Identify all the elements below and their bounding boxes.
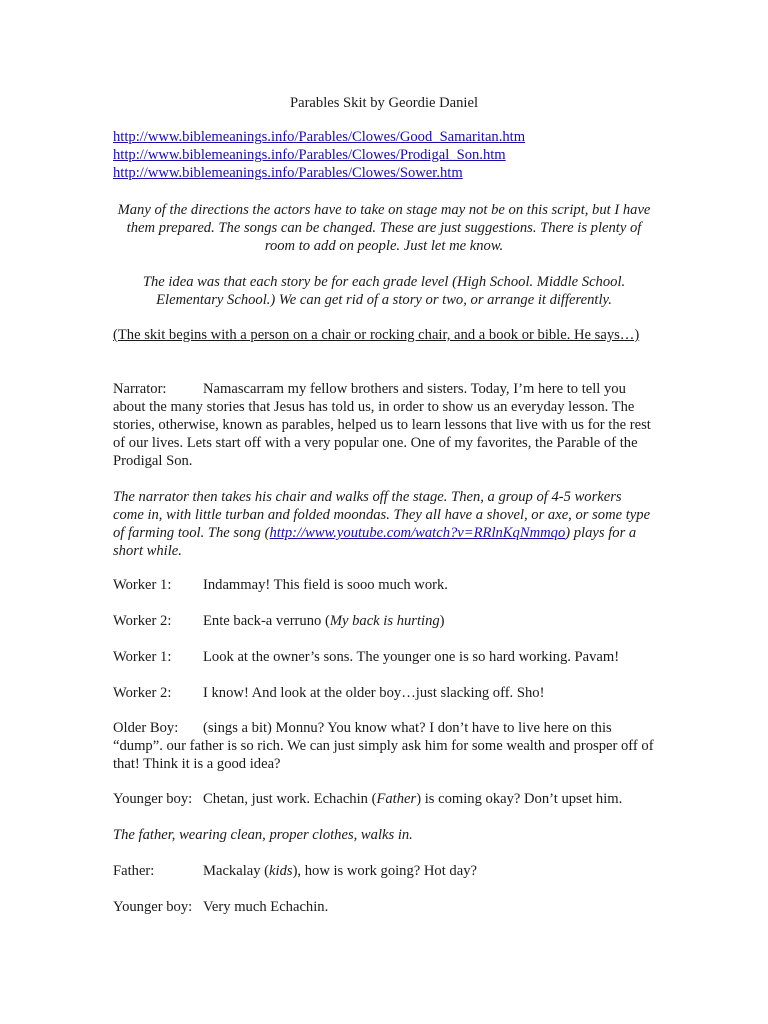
link-good-samaritan[interactable]: http://www.biblemeanings.info/Parables/Clowes/Good_Samaritan.htm bbox=[113, 129, 526, 145]
stage-direction-workers: The narrator then takes his chair and walks off the stage. Then, a group of 4-5 workers come in, with little turban and folded moondas. They all have a shovel, or axe, or some type of farming tool. The song (http://www.youtube.com/watch?v=RRlnKqNmmqo) plays for a short while. bbox=[113, 489, 651, 559]
line-text-cont: about the many stories that Jesus has told us, in order to show us an everyday lesson. The stories, otherwise, known as parables, helped us to learn lessons that live with us for the rest of our lives. Lets start off with a very popular one. One of my favorites, the Parable of the Prodigal Son. bbox=[113, 399, 651, 469]
reference-links bbox=[113, 128, 525, 182]
line-text: Namascarram my fellow brothers and sisters. Today, I’m here to tell you bbox=[203, 381, 626, 397]
dialogue-younger-boy-2: Younger boy: Very much Echachin. bbox=[113, 899, 329, 915]
link-sower[interactable]: http://www.biblemeanings.info/Parables/Clowes/Sower.htm bbox=[113, 165, 463, 181]
dialogue-worker2-b: Worker 2: I know! And look at the older boy…just slacking off. Sho! bbox=[113, 685, 545, 701]
dialogue-worker2-a: Worker 2: Ente back-a verruno (My back is hurting) bbox=[113, 613, 445, 629]
stage-direction-open: (The skit begins with a person on a chair or rocking chair, and a book or bible. He says…) bbox=[113, 327, 640, 343]
dialogue-younger-boy-1: Younger boy: Chetan, just work. Echachin (Father) is coming okay? Don’t upset him. bbox=[113, 791, 623, 807]
intro-paragraph-1: Many of the directions the actors have to take on stage may not be on this script, but I have them prepared. The songs can be changed. These are just suggestions. There is plenty of room to add on people. Just let me know. bbox=[117, 202, 651, 254]
dialogue-worker1-b: Worker 1: Look at the owner’s sons. The younger one is so hard working. Pavam! bbox=[113, 649, 620, 665]
dialogue-father: Father: Mackalay (kids), how is work going? Hot day? bbox=[113, 863, 477, 879]
link-prodigal-son[interactable]: http://www.biblemeanings.info/Parables/Clowes/Prodigal_Son.htm bbox=[113, 147, 506, 163]
speaker-label: Narrator: bbox=[113, 381, 167, 397]
dialogue-worker1-a: Worker 1: Indammay! This field is sooo much work. bbox=[113, 577, 448, 593]
narrator-line bbox=[113, 380, 655, 470]
song-link[interactable]: http://www.youtube.com/watch?v=RRlnKqNmmqo bbox=[269, 525, 566, 541]
stage-direction-father: The father, wearing clean, proper clothes, walks in. bbox=[113, 827, 413, 843]
intro-paragraph-2: The idea was that each story be for each grade level (High School. Middle School. Elementary School.) We can get rid of a story or two, or arrange it differently. bbox=[142, 274, 626, 308]
page-title: Parables Skit by Geordie Daniel bbox=[289, 95, 479, 111]
dialogue-older-boy: Older Boy: (sings a bit) Monnu? You know what? I don’t have to live here on this “dump”. our father is so rich. We can just simply ask him for some wealth and prosper off of that! Think it is a good idea? bbox=[113, 720, 654, 772]
